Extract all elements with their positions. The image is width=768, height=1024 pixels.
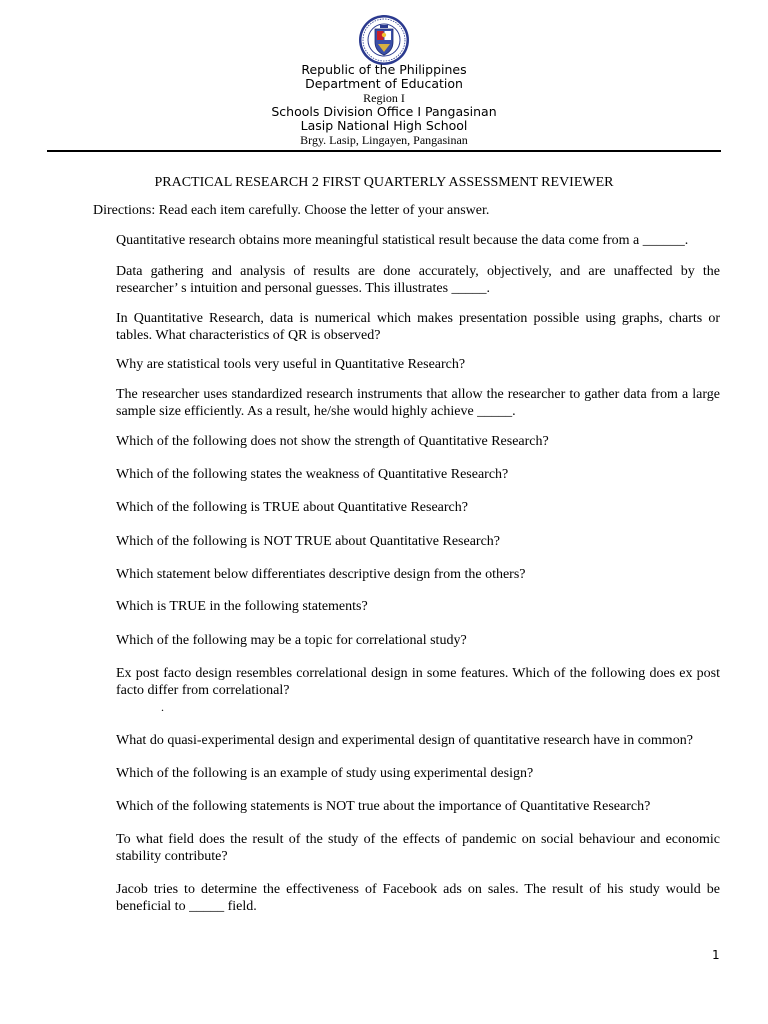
header-address: Brgy. Lasip, Lingayen, Pangasinan xyxy=(300,133,468,147)
document-title: PRACTICAL RESEARCH 2 FIRST QUARTERLY ASSESSMENT REVIEWER xyxy=(154,175,614,190)
question-item: Data gathering and analysis of results are done accurately, objectively, and are unaffected by the researcher’ s intuition and personal guesses. This illustrates _____. xyxy=(116,264,720,296)
page-number: 1 xyxy=(712,948,720,962)
question-item: Which of the following is TRUE about Quantitative Research? xyxy=(116,500,468,515)
stray-mark: . xyxy=(161,700,164,714)
question-item: Which statement below differentiates descriptive design from the others? xyxy=(116,567,526,582)
deped-seal-icon xyxy=(358,14,410,66)
question-item: Which of the following may be a topic for correlational study? xyxy=(116,633,467,648)
question-item: The researcher uses standardized research instruments that allow the researcher to gather data from a large sample size efficiently. As a result, he/she would highly achieve _____. xyxy=(116,387,720,419)
question-item: Why are statistical tools very useful in Quantitative Research? xyxy=(116,357,466,372)
directions: Directions: Read each item carefully. Choose the letter of your answer. xyxy=(93,203,490,218)
letterhead xyxy=(0,63,768,147)
question-item: To what field does the result of the study of the effects of pandemic on social behaviour and economic stability contribute? xyxy=(116,832,720,864)
question-item: What do quasi-experimental design and experimental design of quantitative research have in common? xyxy=(116,733,693,748)
question-item: Which is TRUE in the following statements? xyxy=(116,599,368,614)
header-country: Republic of the Philippines xyxy=(301,62,467,77)
question-item: Which of the following states the weakness of Quantitative Research? xyxy=(116,467,509,482)
question-item: In Quantitative Research, data is numerical which makes presentation possible using graphs, charts or tables. What characteristics of QR is observed? xyxy=(116,311,720,343)
header-division: Schools Division Office I Pangasinan xyxy=(271,104,497,119)
header-school: Lasip National High School xyxy=(300,118,468,133)
header-divider xyxy=(47,150,721,152)
question-item: Quantitative research obtains more meaningful statistical result because the data come from a ______. xyxy=(116,233,689,248)
question-item: Jacob tries to determine the effectiveness of Facebook ads on sales. The result of his study would be beneficial to _____ field. xyxy=(116,882,720,914)
question-item: Ex post facto design resembles correlational design in some features. Which of the following does ex post facto differ from correlational? xyxy=(116,666,720,698)
header-region: Region I xyxy=(363,91,405,105)
question-item: Which of the following is NOT TRUE about Quantitative Research? xyxy=(116,534,501,549)
question-item: Which of the following does not show the strength of Quantitative Research? xyxy=(116,434,549,449)
question-item: Which of the following statements is NOT true about the importance of Quantitative Research? xyxy=(116,799,651,814)
question-item: Which of the following is an example of study using experimental design? xyxy=(116,766,534,781)
header-department: Department of Education xyxy=(305,76,463,91)
